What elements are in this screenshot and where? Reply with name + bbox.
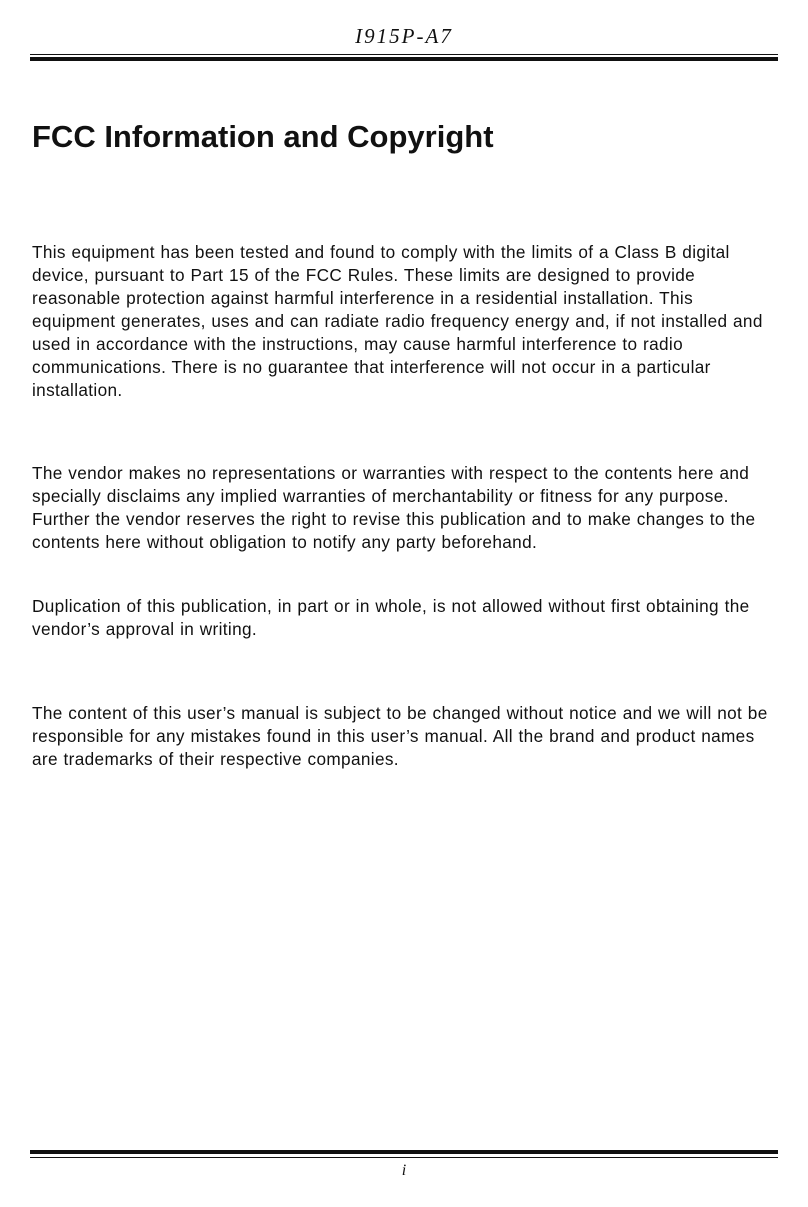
page-number: i [401, 1162, 407, 1179]
trademark-paragraph: The content of this user’s manual is subject to be changed without notice and we will not be responsible for any mistakes found in this user’s manual. All the brand and product names are trademarks of their respective companies. [32, 703, 768, 769]
duplication-paragraph: Duplication of this publication, in part or in whole, is not allowed without first obtaining the vendor’s approval in writing. [32, 596, 750, 639]
page-title: FCC Information and Copyright [32, 119, 494, 154]
header-model-title: I915P-A7 [355, 24, 453, 48]
header-rule-thick [30, 57, 778, 61]
header-rule-thin [30, 54, 778, 55]
fcc-compliance-paragraph: This equipment has been tested and found to comply with the limits of a Class B digital device, pursuant to Part 15 of the FCC Rules. These limits are designed to provide reasonable protection against harmful interference in a residential installation. This equipment generates, uses and can radiate radio frequency energy and, if not installed and used in accordance with the instructions, may cause harmful interference to radio communications. There is no guarantee that interference will not occur in a particular installation. [32, 242, 763, 400]
warranty-disclaimer-paragraph: The vendor makes no representations or warranties with respect to the contents here and specially disclaims any implied warranties of merchantability or fitness for any purpose. Further the vendor reserves the right to revise this publication and to make changes to the contents here without obligation to notify any party beforehand. [32, 463, 756, 552]
footer-rule-thick [30, 1150, 778, 1154]
footer-rule-thin [30, 1157, 778, 1158]
